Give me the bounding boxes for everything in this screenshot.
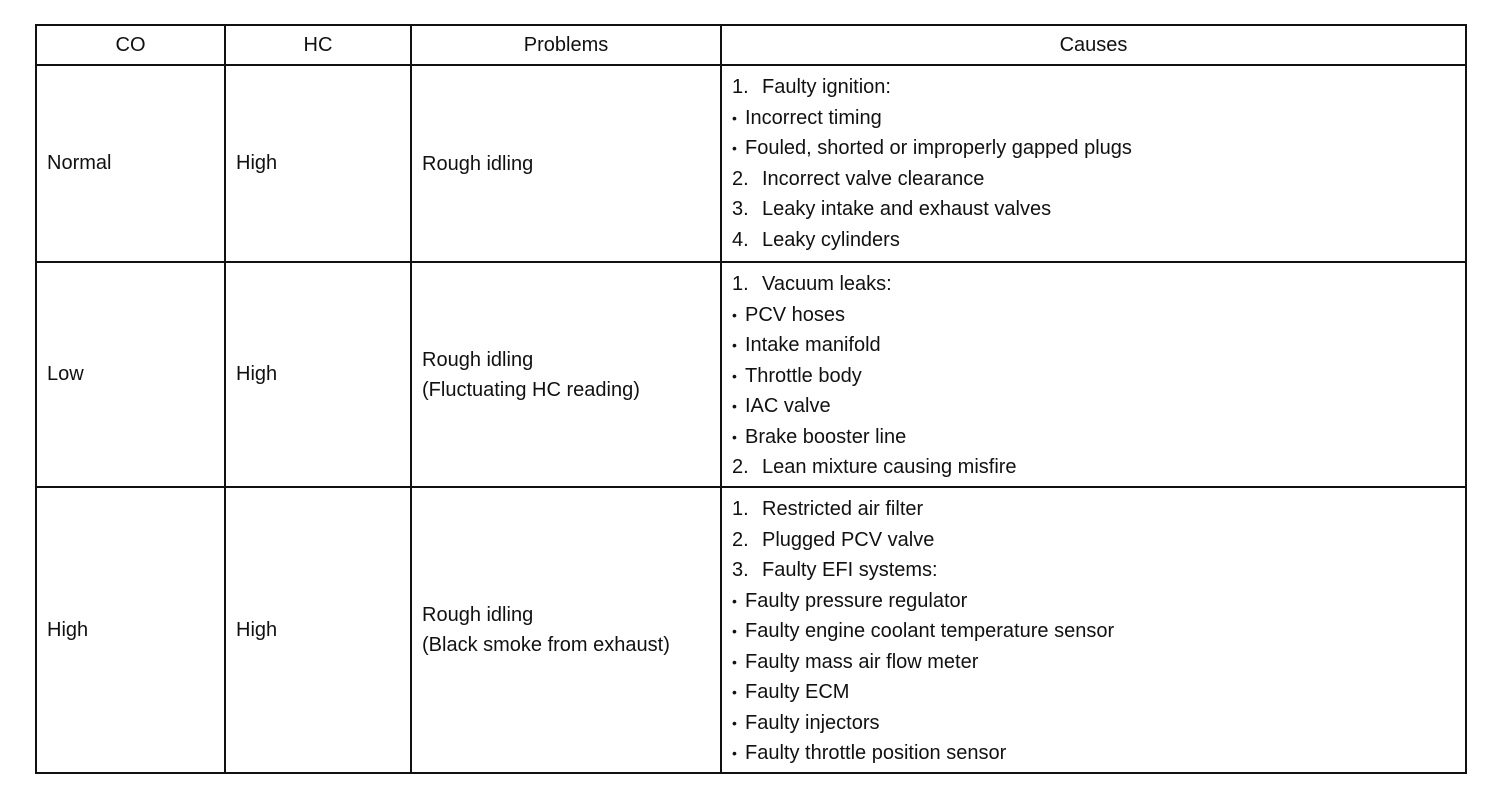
table-row	[37, 486, 1465, 772]
cause-number: 2.	[732, 528, 749, 551]
cause-item	[732, 525, 1465, 556]
cause-text: IAC valve	[745, 395, 831, 417]
header-causes: Causes	[720, 26, 1465, 64]
cause-item	[732, 677, 1465, 708]
hc-cell-text: High	[236, 363, 278, 385]
cause-text: Faulty ECM	[745, 681, 850, 703]
co-cell	[37, 263, 224, 486]
bullet-icon: •	[732, 306, 737, 323]
cause-item	[732, 72, 1465, 103]
co-cell	[37, 66, 224, 261]
cause-text: Fouled, shorted or improperly gapped plugs	[745, 137, 1132, 159]
cause-text: Restricted air filter	[762, 498, 924, 520]
cause-text: Intake manifold	[745, 334, 881, 356]
cause-number: 3.	[732, 559, 749, 581]
cause-text: Leaky cylinders	[762, 228, 900, 251]
cause-text: Incorrect timing	[745, 106, 882, 129]
problem-line: (Fluctuating HC reading)	[422, 378, 640, 401]
co-cell-text: Low	[47, 363, 84, 385]
cause-text: Brake booster line	[745, 425, 907, 448]
cause-item	[732, 391, 1465, 422]
cause-text: Faulty pressure regulator	[745, 589, 968, 612]
diagnosis-table	[35, 24, 1467, 774]
bullet-icon: •	[732, 337, 737, 353]
causes-cell	[720, 488, 1465, 772]
cause-text: Faulty injectors	[745, 711, 880, 734]
cause-number: 1.	[732, 76, 749, 98]
bullet-icon: •	[732, 653, 737, 670]
cause-item	[732, 225, 1465, 256]
cause-text: Faulty EFI systems:	[762, 559, 938, 581]
bullet-icon: •	[732, 109, 737, 126]
cause-text: Faulty mass air flow meter	[745, 650, 979, 673]
cause-item	[732, 452, 1465, 483]
cause-item	[732, 422, 1465, 453]
header-co: CO	[115, 33, 146, 56]
cause-text: Faulty ignition:	[762, 76, 891, 98]
co-cell-text: High	[47, 618, 89, 641]
co-cell	[37, 488, 224, 772]
causes-cell	[720, 263, 1465, 486]
cause-number: 4.	[732, 228, 749, 251]
hc-cell	[224, 263, 410, 486]
cause-text: PCV hoses	[745, 303, 846, 326]
co-cell-text: Normal	[47, 152, 112, 174]
cause-number: 3.	[732, 198, 749, 220]
cause-text: Faulty throttle position sensor	[745, 742, 1007, 764]
cause-item	[732, 164, 1465, 195]
table-row	[37, 64, 1465, 261]
cause-item	[732, 300, 1465, 331]
cause-item	[732, 555, 1465, 586]
cause-text: Lean mixture causing misfire	[762, 456, 1017, 478]
cause-item	[732, 194, 1465, 225]
cause-text: Throttle body	[745, 364, 862, 387]
bullet-icon: •	[732, 140, 737, 156]
cause-item	[732, 330, 1465, 361]
cause-item	[732, 708, 1465, 739]
problems-cell	[410, 66, 720, 261]
bullet-icon: •	[732, 623, 737, 639]
problem-line: Rough idling	[422, 604, 534, 626]
problems-cell	[410, 488, 720, 772]
header-hc: HC	[224, 26, 410, 64]
hc-cell	[224, 488, 410, 772]
cause-text: Faulty engine coolant temperature sensor	[745, 620, 1115, 642]
cause-item	[732, 133, 1465, 164]
cause-number: 2.	[732, 167, 749, 190]
cause-item	[732, 738, 1465, 769]
hc-cell-text: High	[236, 152, 278, 174]
cause-item	[732, 586, 1465, 617]
hc-cell-text: High	[236, 618, 278, 641]
cause-text: Vacuum leaks:	[762, 273, 892, 295]
cause-item	[732, 269, 1465, 300]
bullet-icon: •	[732, 367, 737, 384]
bullet-icon: •	[732, 684, 737, 700]
cause-item	[732, 103, 1465, 134]
cause-number: 1.	[732, 498, 749, 520]
cause-text: Leaky intake and exhaust valves	[762, 198, 1052, 220]
bullet-icon: •	[732, 714, 737, 731]
bullet-icon: •	[732, 745, 737, 761]
table-header-row	[37, 26, 1465, 64]
bullet-icon: •	[732, 398, 737, 414]
cause-text: Incorrect valve clearance	[762, 167, 985, 190]
hc-cell	[224, 66, 410, 261]
problem-line: Rough idling	[422, 348, 534, 371]
cause-number: 2.	[732, 456, 749, 478]
cause-item	[732, 616, 1465, 647]
problem-line: (Black smoke from exhaust)	[422, 634, 670, 656]
table-row	[37, 261, 1465, 486]
header-problems: Problems	[410, 26, 720, 64]
cause-item	[732, 494, 1465, 525]
cause-item	[732, 647, 1465, 678]
cause-number: 1.	[732, 273, 749, 295]
problem-line: Rough idling	[422, 152, 534, 175]
cause-text: Plugged PCV valve	[762, 528, 935, 551]
bullet-icon: •	[732, 428, 737, 445]
bullet-icon: •	[732, 592, 737, 609]
problems-cell	[410, 263, 720, 486]
cause-item	[732, 361, 1465, 392]
causes-cell	[720, 66, 1465, 261]
